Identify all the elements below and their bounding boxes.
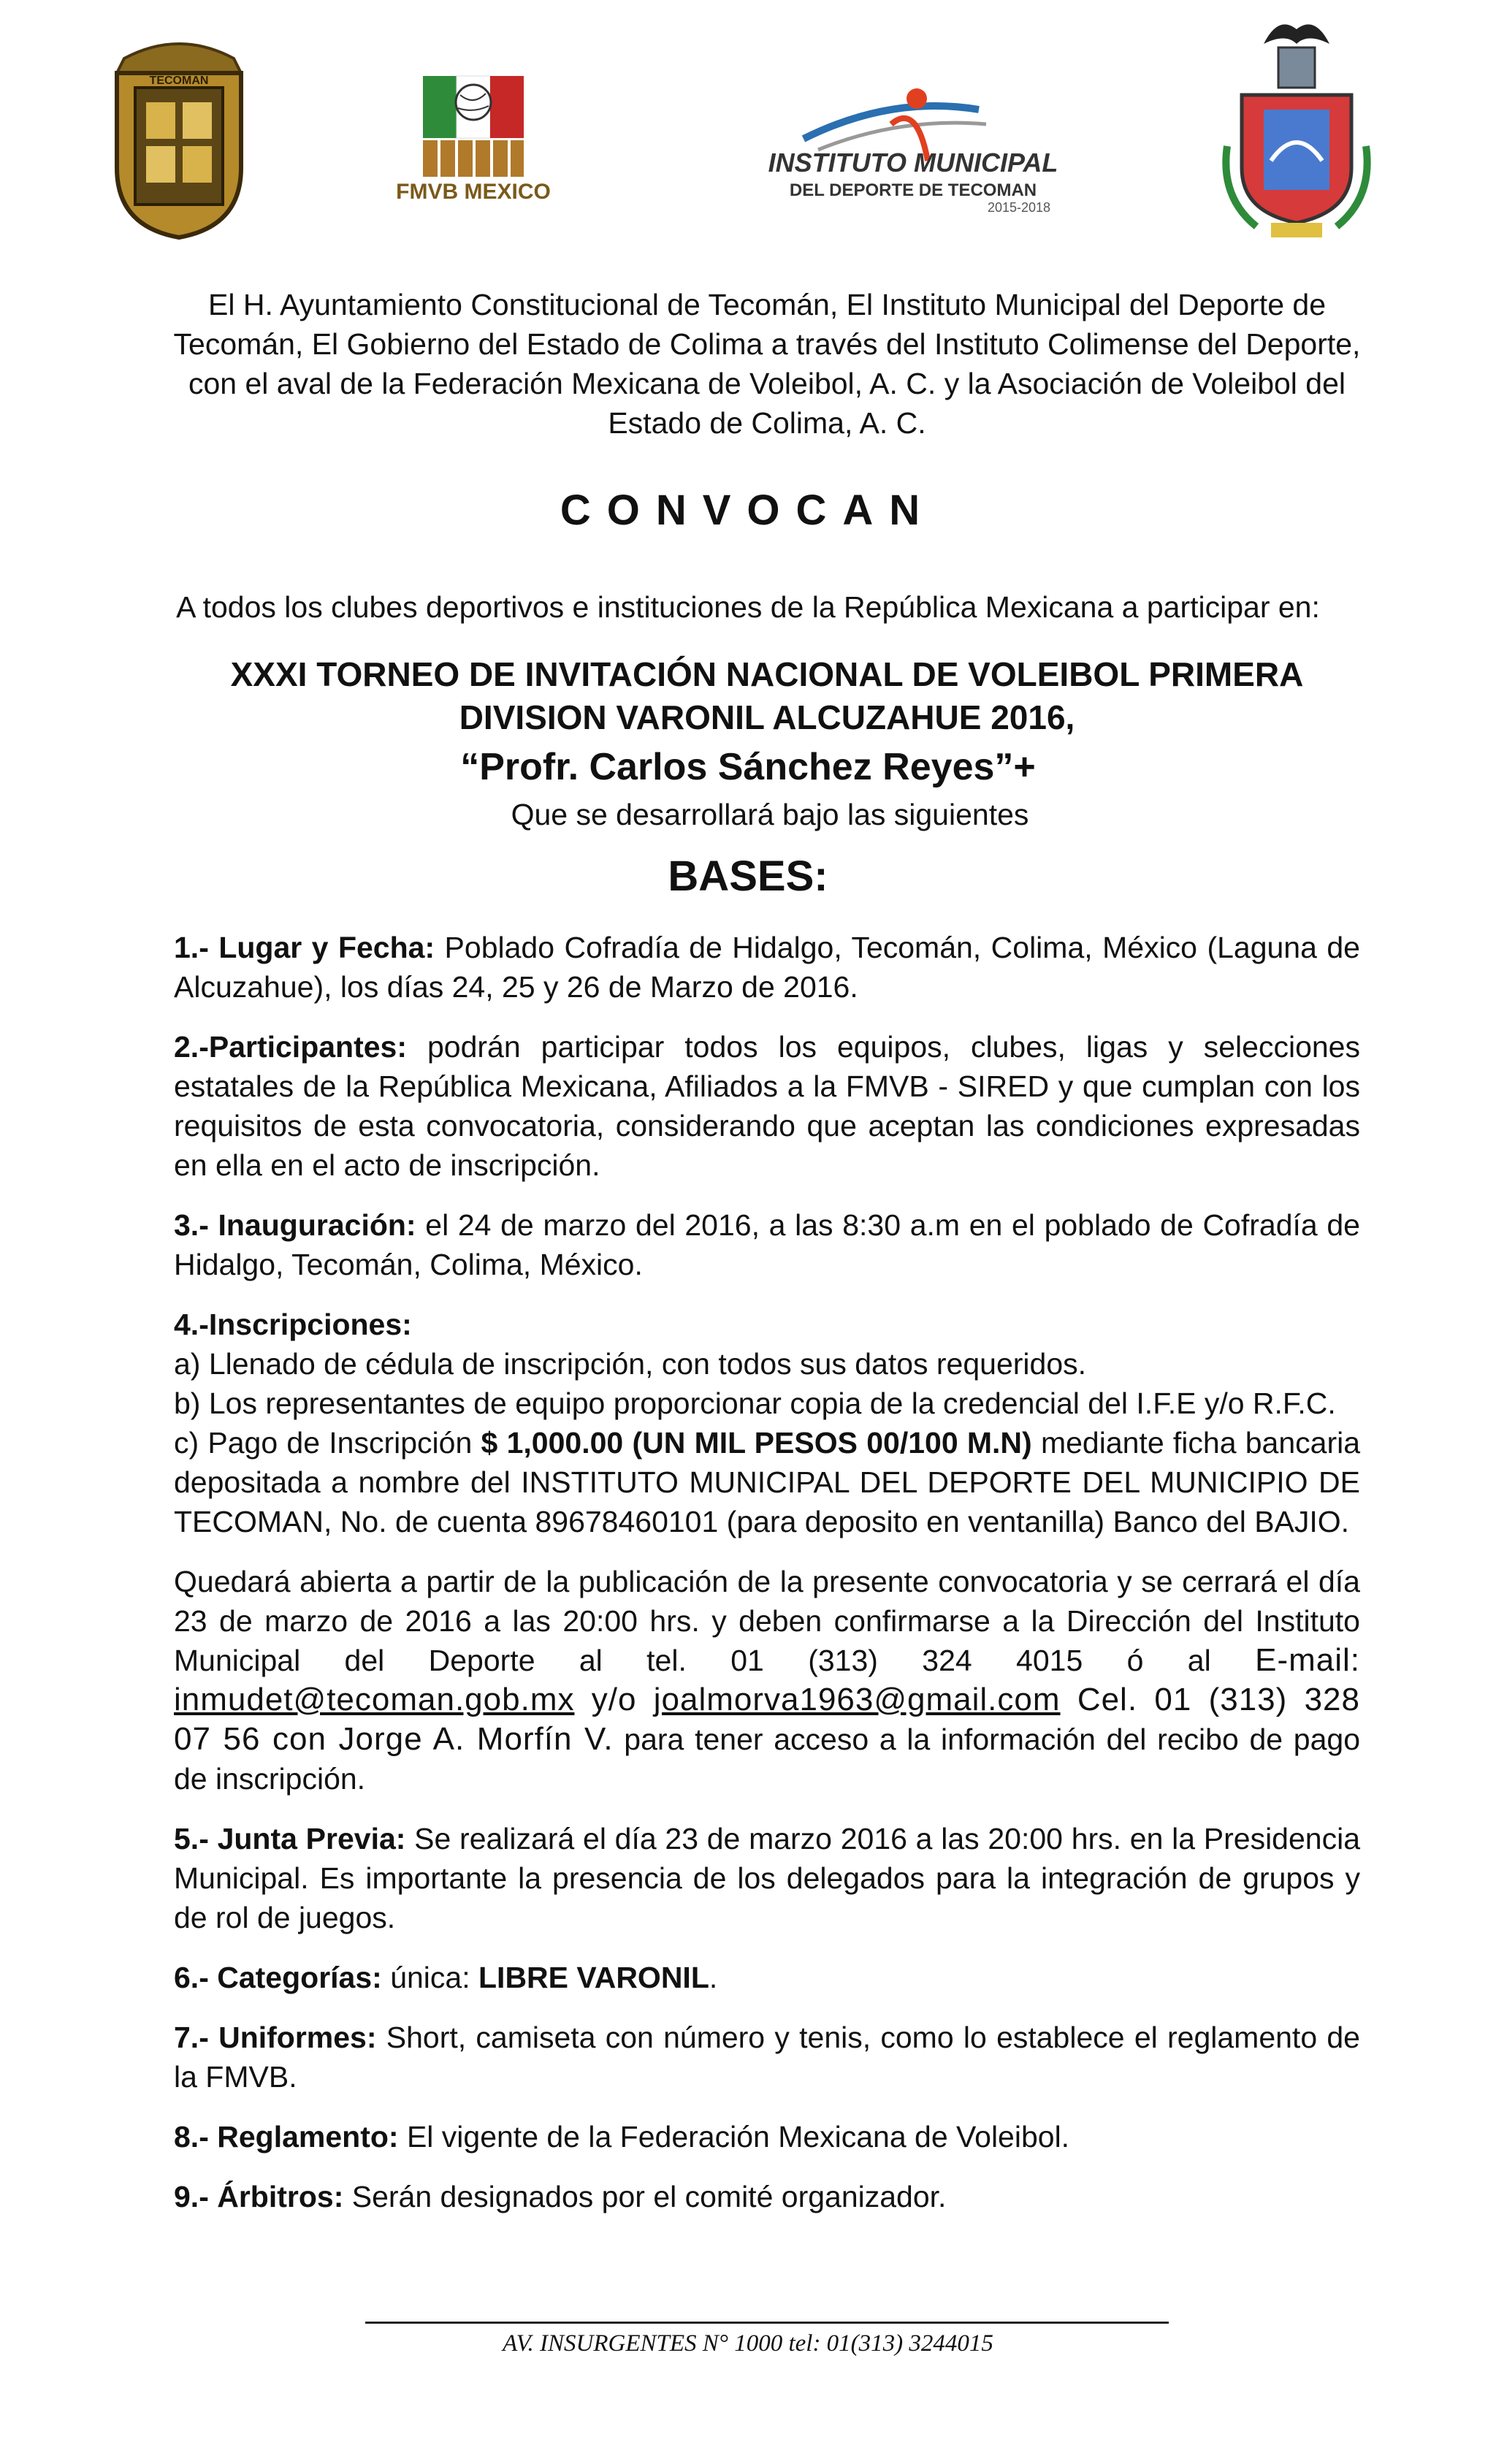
tournament-title-line2: DIVISION VARONIL ALCUZAHUE 2016, — [459, 698, 1075, 736]
email-link-1[interactable]: inmudet@tecoman.gob.mx — [174, 1682, 575, 1717]
section-6-end: . — [709, 1961, 718, 1994]
tournament-title-line1: XXXI TORNEO DE INVITACIÓN NACIONAL DE VOLEIBOL PRIMERA — [230, 655, 1304, 693]
section-4-item-c — [174, 1423, 1360, 1541]
section-6-value: LIBRE VARONIL — [478, 1961, 709, 1994]
section-4-c-amount: $ 1,000.00 (UN MIL PESOS 00/100 M.N) — [481, 1426, 1032, 1460]
section-9-text: Serán designados por el comité organizador. — [343, 2180, 947, 2213]
tecoman-coat-of-arms — [102, 29, 256, 241]
section-8-head: 8.- Reglamento: — [174, 2120, 399, 2154]
section-8 — [174, 2117, 1360, 2156]
convocan-heading: CONVOCAN — [560, 487, 936, 534]
section-8-text: El vigente de la Federación Mexicana de Voleibol. — [398, 2120, 1070, 2154]
header-logos — [0, 0, 1496, 263]
email-link-2[interactable]: joalmorva1963@gmail.com — [653, 1682, 1061, 1717]
bases-heading: BASES: — [668, 853, 828, 900]
section-6 — [174, 1958, 1360, 1997]
section-2 — [174, 1027, 1360, 1185]
section-1-head: 1.- Lugar y Fecha: — [174, 931, 435, 964]
colima-coat-of-arms — [1213, 15, 1381, 248]
section-4-item-a: a) Llenado de cédula de inscripción, con todos sus datos requeridos. — [174, 1347, 1087, 1381]
section-5-text: Se realizará el día 23 de marzo 2016 a las 20:00 hrs. en la Presidencia Municipal. Es importante la presencia de los delegados para la integración de grupos y de rol de juegos. — [174, 1822, 1360, 1934]
intro-paragraph: El H. Ayuntamiento Constitucional de Tecomán, El Instituto Municipal del Deporte de Tecomán, El Gobierno del Estado de Colima a través del Instituto Colimense del Deporte, con el aval de la Federación Mexicana de Voleibol, A. C. y la Asociación de Voleibol del Estado de Colima, A. C. — [173, 288, 1361, 440]
section-6-pre: única: — [381, 1961, 479, 1994]
section-3 — [174, 1205, 1360, 1284]
section-5-head: 5.- Junta Previa: — [174, 1822, 406, 1855]
section-4-heading — [174, 1305, 1360, 1344]
section-3-text: el 24 de marzo del 2016, a las 8:30 a.m en el poblado de Cofradía de Hidalgo, Tecomán, Colima, México. — [174, 1208, 1360, 1281]
section-4-c-pre: c) Pago de Inscripción — [174, 1426, 481, 1460]
instituto-logo-line2: DEL DEPORTE DE TECOMAN — [789, 180, 1037, 200]
email-separator: y/o — [574, 1682, 654, 1717]
section-5 — [174, 1819, 1360, 1937]
section-1-text: Poblado Cofradía de Hidalgo, Tecomán, Colima, México (Laguna de Alcuzahue), los días 24, 25 y 26 de Marzo de 2016. — [174, 931, 1360, 1004]
email-label: E-mail: — [1255, 1642, 1360, 1678]
cellphone-contact: Cel. 01 (313) 328 07 56 con Jorge A. Morfín V. — [174, 1682, 1360, 1757]
section-4-item-b: b) Los representantes de equipo proporcionar copia de la credencial del I.F.E y/o R.F.C. — [174, 1387, 1336, 1420]
section-9 — [174, 2177, 1360, 2216]
invitation-line: A todos los clubes deportivos e instituciones de la República Mexicana a participar en: — [176, 590, 1320, 624]
instituto-municipal-logo — [745, 80, 1081, 219]
registration-closing — [174, 1562, 1360, 1799]
tournament-title — [168, 653, 1366, 739]
closing-post: para tener acceso a la información del recibo de pago de inscripción. — [174, 1723, 1361, 1796]
instituto-logo-line1: INSTITUTO MUNICIPAL — [768, 148, 1058, 178]
footer-address: AV. INSURGENTES N° 1000 tel: 01(313) 3244015 — [503, 2330, 993, 2357]
section-2-head: 2.-Participantes: — [174, 1030, 407, 1064]
closing-pre: Quedará abierta a partir de la publicación de la presente convocatoria y se cerrará el día 23 de marzo de 2016 a las 20:00 hrs. y deben confirmarse a la Dirección del Instituto Municipal del Deporte al tel. 01 (313) 324 4015 ó al — [174, 1565, 1360, 1677]
honoree-name: “Profr. Carlos Sánchez Reyes”+ — [460, 746, 1036, 788]
section-7-head: 7.- Uniformes: — [174, 2021, 377, 2054]
section-3-head: 3.- Inauguración: — [174, 1208, 416, 1242]
section-2-text: podrán participar todos los equipos, clubes, ligas y selecciones estatales de la República Mexicana, Afiliados a la FMVB - SIRED y que cumplan con los requisitos de esta convocatoria, considerando que aceptan las condiciones expresadas en ella en el acto de inscripción. — [174, 1030, 1360, 1182]
section-4-head: 4.-Inscripciones: — [174, 1308, 412, 1341]
section-9-head: 9.- Árbitros: — [174, 2180, 344, 2213]
section-4-c-post: mediante ficha bancaria depositada a nombre del INSTITUTO MUNICIPAL DEL DEPORTE DEL MUNICIPIO DE TECOMAN, No. de cuenta 89678460101 (para deposito en ventanilla) Banco del BAJIO. — [174, 1426, 1361, 1538]
section-7-text: Short, camiseta con número y tenis, como lo establece el reglamento de la FMVB. — [174, 2021, 1360, 2094]
subtitle: Que se desarrollará bajo las siguientes — [511, 798, 1029, 831]
fmvb-mexico-logo — [396, 73, 551, 219]
fmvb-logo-label: FMVB MEXICO — [396, 180, 551, 204]
section-6-head: 6.- Categorías: — [174, 1961, 382, 1994]
footer-divider — [365, 2322, 1169, 2324]
bases-body — [174, 928, 1360, 2237]
section-7 — [174, 2018, 1360, 2097]
section-1 — [174, 928, 1360, 1007]
tecoman-logo-label: TECOMAN — [149, 75, 209, 87]
instituto-logo-years: 2015-2018 — [987, 200, 1051, 215]
